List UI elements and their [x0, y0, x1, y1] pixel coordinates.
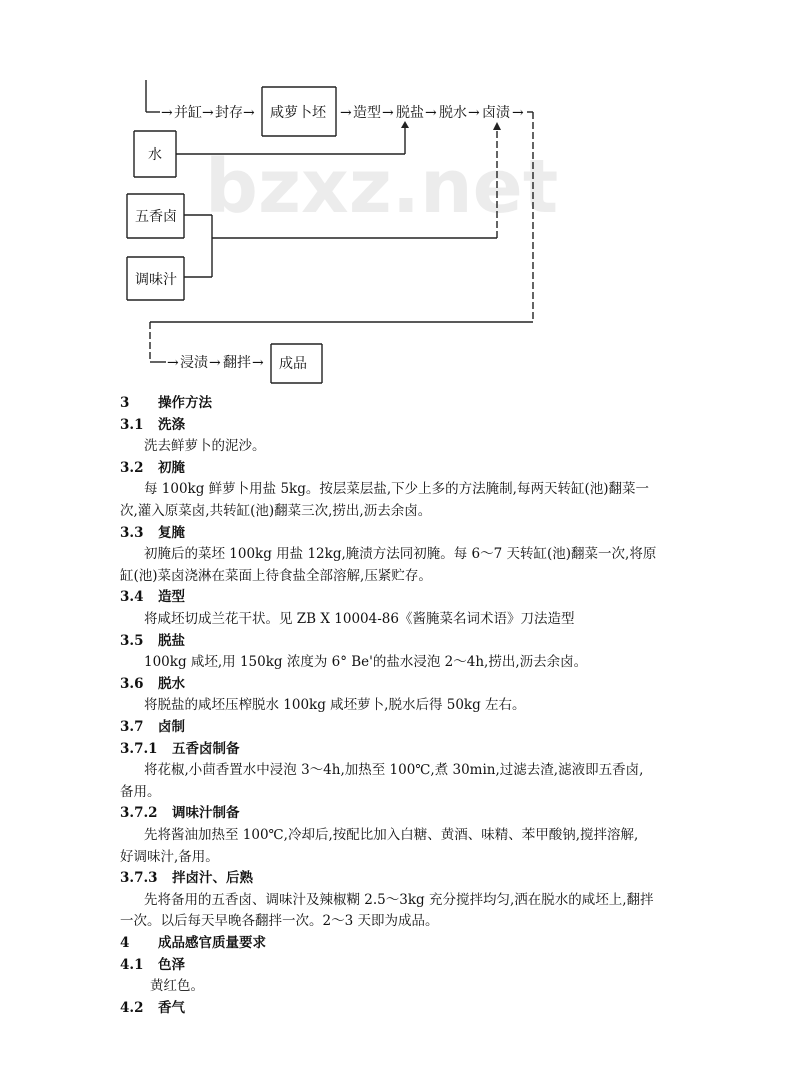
paragraph-line: 100kg 咸坯,用 150kg 浓度为 6° Be'的盐水浸泡 2～4h,捞出,沥去余卤。 [144, 654, 588, 671]
section-number: 3.6 [120, 675, 144, 692]
step-fan-ban: 翻拌 [223, 355, 251, 371]
paragraph-line: 将脱盐的咸坯压榨脱水 100kg 咸坯萝卜,脱水后得 50kg 左右。 [144, 697, 526, 714]
section-heading [120, 524, 185, 542]
section-number: 4.2 [120, 999, 144, 1016]
arrow-9: → [167, 355, 179, 371]
arrow-8: → [512, 105, 524, 121]
step-bing-gang: 并缸 [174, 105, 202, 121]
step-cheng-pin: 成品 [279, 356, 307, 372]
wuxiang-label: 五香卤 [135, 209, 177, 225]
box-xianluobopi [262, 87, 336, 136]
section-title: 操作方法 [158, 395, 212, 411]
section-title: 成品感官质量要求 [158, 935, 266, 951]
section-number: 3.2 [120, 459, 144, 476]
section-heading [120, 869, 253, 887]
section-title: 色泽 [158, 956, 185, 973]
paragraph-line: 初腌后的菜坯 100kg 用盐 12kg,腌渍方法同初腌。每 6～7 天转缸(池)翻菜一次,将原 [144, 546, 657, 563]
box-water [134, 131, 176, 177]
paragraph-line: 每 100kg 鲜萝卜用盐 5kg。按层菜层盐,下少上多的方法腌制,每两天转缸(池)翻菜一 [144, 481, 649, 498]
section-number: 3.5 [120, 632, 144, 649]
section-title: 拌卤汁、后熟 [172, 870, 253, 887]
section-number: 3.7.1 [120, 740, 158, 757]
section-number: 3.3 [120, 524, 144, 541]
arrow-1: → [161, 105, 173, 121]
section-title: 造型 [158, 589, 185, 606]
arrow-5: → [382, 105, 394, 121]
paragraph-line: 备用。 [120, 783, 161, 800]
step-zao-xing: 造型 [353, 105, 381, 121]
section-title: 洗涤 [158, 416, 185, 433]
step-tuo-shui: 脱水 [439, 105, 467, 121]
arrow-4: → [340, 105, 352, 121]
paragraph-line: 先将酱油加热至 100℃,冷却后,按配比加入白糖、黄酒、味精、苯甲酸钠,搅拌溶解, [144, 827, 639, 843]
arrow-3: → [243, 105, 255, 121]
section-title: 香气 [158, 999, 185, 1016]
box-wuxiang-lu [127, 194, 184, 238]
step-feng-cun: 封存 [215, 105, 243, 121]
paragraph-line: 缸(池)菜卤浇淋在菜面上待食盐全部溶解,压紧贮存。 [120, 567, 432, 584]
section-heading [120, 588, 185, 606]
section-number: 4 [120, 935, 130, 951]
water-label: 水 [148, 147, 162, 163]
step-tuo-yan: 脱盐 [396, 105, 424, 121]
paragraph-line: 先将备用的五香卤、调味汁及辣椒糊 2.5～3kg 充分搅拌均匀,洒在脱水的咸坯上,翻拌 [144, 891, 654, 908]
section-heading [120, 459, 185, 477]
section-heading [120, 394, 212, 412]
box-cheng-pin [271, 344, 322, 383]
section-number: 3.4 [120, 589, 144, 606]
arrow-10: → [209, 355, 221, 371]
section-heading [120, 934, 266, 952]
paragraph-line: 将花椒,小茴香置水中浸泡 3～4h,加热至 100℃,煮 30min,过滤去渣,滤液即五香卤, [144, 762, 644, 779]
box-tiaowei-zhi [127, 257, 184, 300]
section-number: 3.7.3 [120, 870, 158, 887]
section-heading [120, 804, 240, 822]
section-title: 脱盐 [158, 632, 185, 649]
section-title: 复腌 [158, 524, 185, 541]
paragraph-line: 一次。以后每天早晚各翻拌一次。2～3 天即为成品。 [120, 913, 439, 930]
section-heading [120, 999, 185, 1017]
paragraph-line: 将咸坯切成兰花干状。见 ZB X 10004-86《酱腌菜名词术语》刀法造型 [144, 611, 575, 627]
section-title: 卤制 [158, 719, 185, 735]
section-title: 五香卤制备 [172, 740, 240, 757]
watermark: bzxz.net [205, 144, 559, 230]
section-heading [120, 416, 185, 434]
paragraph-line: 好调味汁,备用。 [120, 848, 219, 865]
section-number: 3.7 [120, 719, 144, 735]
section-number: 3.1 [120, 416, 144, 433]
section-title: 脱水 [158, 675, 185, 692]
step-jin-zi: 浸渍 [180, 355, 208, 371]
paragraph-line: 洗去鲜萝卜的泥沙。 [144, 438, 266, 455]
paragraph-line: 黄红色。 [150, 978, 204, 995]
section-heading [120, 740, 240, 758]
section-title: 初腌 [158, 459, 185, 476]
arrow-6: → [425, 105, 437, 121]
section-heading [120, 675, 185, 693]
section-number: 4.1 [120, 956, 144, 973]
arrow-11: → [252, 355, 264, 371]
section-heading [120, 718, 185, 736]
section-heading [120, 956, 185, 974]
section-number: 3.7.2 [120, 805, 158, 822]
arrow-2: → [202, 105, 214, 121]
step-xian-luobo-pi: 咸萝卜坯 [270, 105, 326, 121]
paragraph-line: 次,灌入原菜卤,共转缸(池)翻菜三次,捞出,沥去余卤。 [120, 503, 432, 519]
section-heading [120, 632, 185, 650]
tiaowei-label: 调味汁 [135, 272, 177, 288]
arrow-7: → [468, 105, 480, 121]
section-title: 调味汁制备 [172, 805, 240, 822]
section-number: 3 [120, 395, 130, 411]
process-flow-diagram [0, 0, 800, 390]
step-lu-zi: 卤渍 [482, 105, 510, 121]
